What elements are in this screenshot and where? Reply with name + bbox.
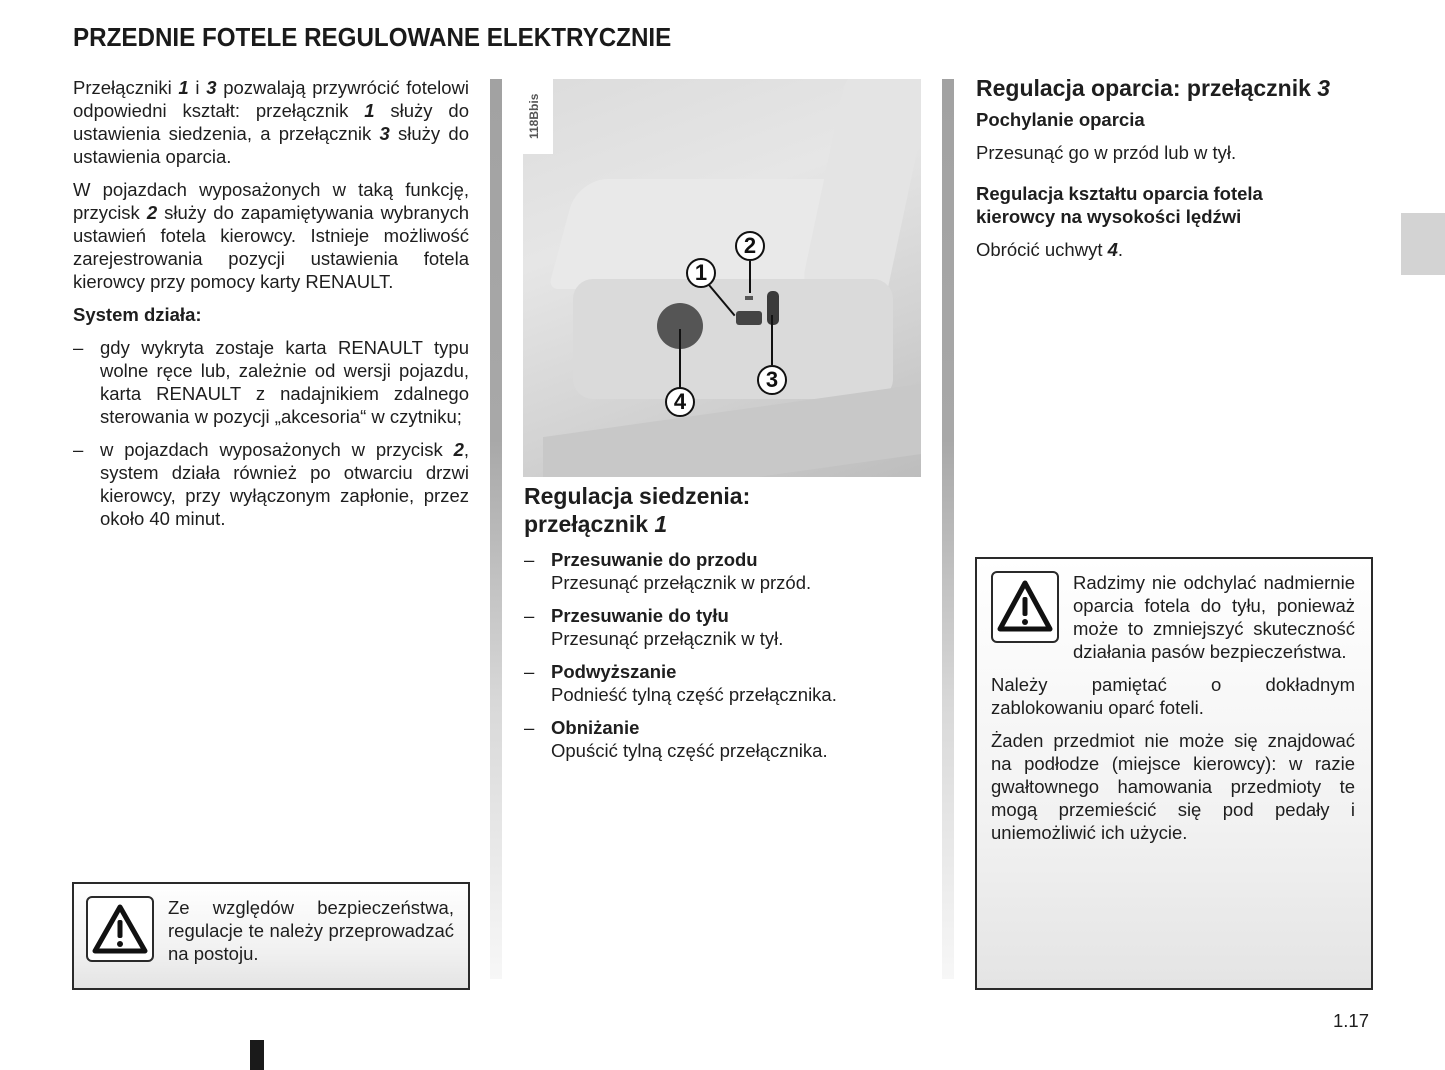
lumbar-text [976,238,1372,261]
tilt-text: Przesunąć go w przód lub w tył. [976,142,1237,163]
ref-number: 3 [379,123,390,144]
memory-button [745,296,753,300]
text: gdy wykryta zostaje karta RENAULT typu wolne ręce lub, zależnie od wersji pojazdu, karta RENAULT z nadajnikiem zdalnego sterowania w pozycji „akcesoria“ w czytniku; [100,337,469,427]
column-divider-right [942,79,954,979]
page-number: 1.17 [1333,1010,1370,1031]
ref-number: 1 [178,77,189,98]
text: Przełączniki [73,77,179,98]
list-item [73,336,469,428]
item-desc: Podnieść tylną część przełącznika. [551,684,837,705]
list-item [524,548,920,594]
text: Obrócić uchwyt [976,239,1108,260]
seat-base [573,279,893,399]
callout-leader-2 [749,261,751,293]
warning-triangle-icon [991,571,1059,643]
column-divider-left [490,79,502,979]
left-column [73,76,469,540]
ref-number: 1 [364,100,375,121]
text: służy do zapamiętywania wybranych ustawień fotela kierowcy. Istnieje możliwość zarejestrowania pozycji ustawienia fotela kierowcy przy pomocy karty RENAULT. [73,202,469,292]
seat-switch [736,311,762,325]
callout-leader-3 [771,315,773,365]
middle-column [524,482,920,772]
warning-text-3: Żaden przedmiot nie może się znajdować na podłodze (miejsce kierowcy): w razie gwałtownego hamowania przedmioty te mogą przemieścić się pod pedały i uniemożliwić ich użycie. [991,730,1355,843]
backrest-switch [767,291,779,325]
ref-number: 3 [1317,75,1331,101]
item-desc: Przesunąć przełącznik w tył. [551,628,784,649]
text: służy do ustawienia oparcia. [73,123,469,167]
text: , system działa również po otwarciu drzwi kierowcy, przy wyłączonym zapłonie, przez około 40 minut. [100,439,469,529]
item-desc: Opuścić tylną część przełącznika. [551,740,828,761]
ref-number: 4 [1107,239,1118,260]
intro-paragraph [73,76,469,168]
item-desc: Przesunąć przełącznik w przód. [551,572,812,593]
bottom-marker [250,1040,264,1070]
callout-leader-4 [679,329,681,389]
warning-text-1: Radzimy nie odchylać nadmiernie oparcia fotela do tyłu, ponieważ może to zmniejszyć skuteczność działania pasów bezpieczeństwa. [1073,572,1355,662]
callout-2: 2 [735,231,765,261]
item-title: – Przesuwanie do przodu [551,549,758,570]
list-item [73,438,469,530]
text: pozwalają przywrócić fotelowi odpowiedni kształt: przełącznik [73,77,469,121]
warning-box-left [72,882,470,990]
page-title: PRZEDNIE FOTELE REGULOWANE ELEKTRYCZNIE [73,22,672,52]
right-column [976,74,1372,271]
list-item [524,660,920,706]
backrest-adjust-heading [976,74,1372,102]
text: Regulacja oparcia: przełącznik [976,75,1318,101]
seat-adjust-list [524,548,920,762]
warning-triangle-icon [86,896,154,962]
text: służy do ustawienia siedzenia, a przełącznik [73,100,469,144]
memory-paragraph [73,178,469,293]
photo-code-label [523,79,553,154]
item-title: – Przesuwanie do tyłu [551,605,729,626]
list-item [524,716,920,762]
photo-code: 118Bbis [527,93,541,139]
ref-number: 2 [146,202,158,223]
ref-number: 2 [453,439,464,460]
callout-1: 1 [686,258,716,288]
ref-number: 1 [654,511,668,537]
system-list [73,336,469,530]
warning-text-2: Należy pamiętać o dokładnym zablokowaniu oparć foteli. [991,674,1355,718]
item-title: – Obniżanie [551,717,640,738]
seat-photo [523,79,921,477]
heading-line [524,510,920,538]
warning-box-right [975,557,1373,990]
warning-text: Ze względów bezpieczeństwa, regulacje te należy przeprowadzać na postoju. [168,897,454,964]
callout-3: 3 [757,365,787,395]
list-item [524,604,920,650]
text: w pojazdach wyposażonych w przycisk [100,439,454,460]
system-heading: System działa: [73,304,202,325]
heading-line: Regulacja siedzenia: [524,483,751,509]
tilt-heading: Pochylanie oparcia [976,109,1145,130]
text: przełącznik [524,511,655,537]
text: W pojazdach wyposażonych w taką funkcję, przycisk [73,179,469,223]
text: i [188,77,207,98]
seat-adjust-heading [524,482,920,538]
lumbar-heading: Regulacja kształtu oparcia fotela kierowcy na wysokości lędźwi [976,183,1263,227]
callout-4: 4 [665,387,695,417]
item-title: – Podwyższanie [551,661,677,682]
ref-number: 3 [206,77,217,98]
chapter-tab-marker [1401,213,1445,275]
text: . [1117,239,1124,260]
